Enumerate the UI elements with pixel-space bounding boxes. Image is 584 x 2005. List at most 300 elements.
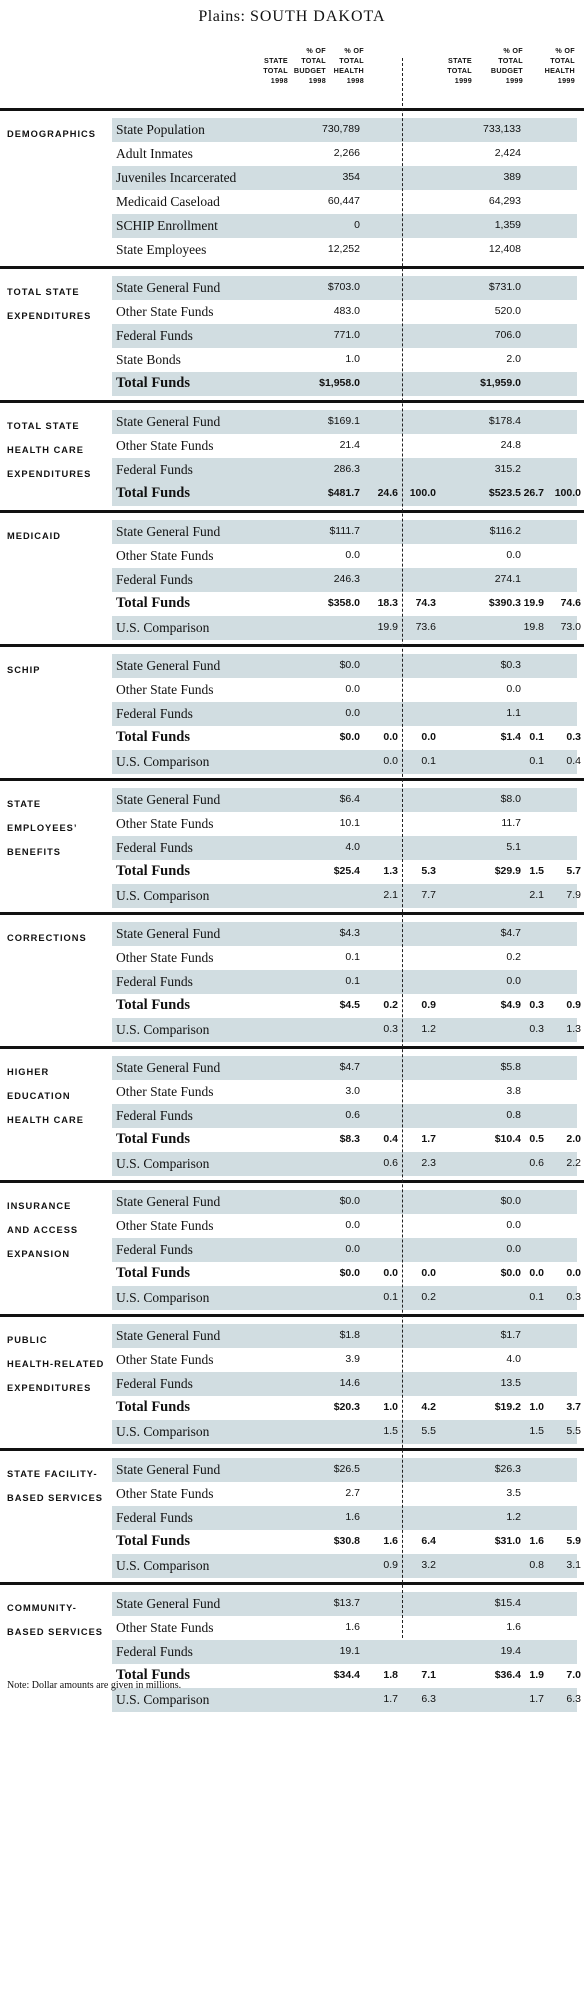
cell-value: 1.3 [383, 865, 398, 877]
header-pct-budget-1999 [491, 46, 523, 86]
cell-value: 0.6 [383, 1157, 398, 1169]
cell-value: $523.5 [488, 487, 521, 499]
cell-value: 1.7 [529, 1693, 544, 1705]
section-title-line: MEDICAID [7, 531, 61, 541]
cell-value: 0.1 [383, 1291, 398, 1303]
header-line: 1998 [308, 76, 326, 85]
cell-value: 0.9 [566, 999, 581, 1011]
row-label: Other State Funds [116, 304, 214, 319]
region-label: Plains: [198, 8, 246, 25]
total-row [112, 994, 581, 1018]
cell-value: 0.1 [529, 731, 544, 743]
table-row [112, 1372, 577, 1396]
row-label: Other State Funds [116, 1486, 214, 1501]
total-row [112, 1262, 581, 1286]
cell-value: 4.0 [506, 1353, 521, 1365]
footnote: Note: Dollar amounts are given in millions. [7, 1680, 182, 1691]
cell-value: 0.3 [566, 1291, 581, 1303]
row-label: Other State Funds [116, 1218, 214, 1233]
header-line: TOTAL [263, 66, 288, 75]
section-title-line: CORRECTIONS [7, 933, 87, 943]
cell-value: $26.3 [494, 1463, 521, 1475]
row-label: Other State Funds [116, 816, 214, 831]
cell-value: 483.0 [333, 305, 360, 317]
cell-value: $731.0 [488, 281, 521, 293]
cell-value: 18.3 [377, 597, 398, 609]
row-label: U.S. Comparison [116, 1022, 210, 1037]
section-title-line: EXPENDITURES [7, 311, 92, 321]
cell-value: 2.7 [345, 1487, 360, 1499]
cell-value: 2,266 [333, 147, 360, 159]
cell-value: 24.8 [500, 439, 521, 451]
cell-value: 0.0 [345, 1219, 360, 1231]
table-row [112, 788, 577, 812]
cell-value: 2,424 [494, 147, 521, 159]
row-label: Adult Inmates [116, 146, 193, 161]
cell-value: 2.1 [383, 889, 398, 901]
section-title [7, 792, 111, 864]
cell-value: 0.9 [421, 999, 436, 1011]
section-title-line: HEALTH-RELATED [7, 1359, 105, 1369]
cell-value: 0.0 [383, 731, 398, 743]
cell-value: 3.0 [345, 1085, 360, 1097]
cell-value: 6.3 [566, 1693, 581, 1705]
cell-value: 2.1 [529, 889, 544, 901]
cell-value: 5.3 [421, 865, 436, 877]
cell-value: 0.0 [383, 1267, 398, 1279]
cell-value: $5.8 [500, 1061, 521, 1073]
row-label: Other State Funds [116, 1620, 214, 1635]
table-row [112, 678, 577, 702]
row-label: Other State Funds [116, 950, 214, 965]
table-row [112, 922, 577, 946]
cell-value: 1.8 [383, 1669, 398, 1681]
cell-value: $116.2 [489, 525, 521, 537]
header-pct-health-1999 [545, 46, 575, 86]
section-title [7, 1596, 111, 1644]
section-title-line: BASED SERVICES [7, 1627, 103, 1637]
cell-value: 0.8 [506, 1109, 521, 1121]
header-line: 1999 [505, 76, 523, 85]
cell-value: $0.0 [339, 1195, 360, 1207]
cell-value: 246.3 [333, 573, 360, 585]
row-label: U.S. Comparison [116, 1558, 210, 1573]
cell-value: 19.9 [377, 621, 398, 633]
total-row [112, 860, 581, 884]
cell-value: $4.9 [500, 999, 521, 1011]
row-label: Federal Funds [116, 572, 193, 587]
total-row [112, 592, 581, 616]
header-line: TOTAL [498, 56, 523, 65]
section-total-state-health-care-expenditures [0, 400, 584, 510]
cell-value: $20.3 [333, 1401, 360, 1413]
cell-value: $0.0 [339, 1267, 360, 1279]
row-label: SCHIP Enrollment [116, 218, 218, 233]
cell-value: $111.7 [329, 525, 360, 537]
cell-value: $4.5 [339, 999, 360, 1011]
cell-value: 0.0 [383, 755, 398, 767]
cell-value: 1.0 [383, 1401, 398, 1413]
row-label: State Population [116, 122, 205, 137]
cell-value: 286.3 [333, 463, 360, 475]
table-row [112, 946, 577, 970]
section-title [7, 1462, 111, 1510]
table-row [112, 1238, 577, 1262]
cell-value: 2.0 [506, 353, 521, 365]
header-line: HEALTH [333, 66, 364, 75]
header-line: BUDGET [293, 66, 326, 75]
row-label: State General Fund [116, 792, 221, 807]
cell-value: 1.6 [529, 1535, 544, 1547]
cell-value: $1,959.0 [480, 377, 521, 389]
section-schip [0, 644, 584, 778]
header-line: TOTAL [339, 56, 364, 65]
cell-value: 0.6 [345, 1109, 360, 1121]
table-row [112, 568, 577, 592]
table-row [112, 1104, 577, 1128]
header-line: 1999 [454, 76, 472, 85]
row-label: Total Funds [116, 997, 191, 1013]
cell-value: $1.4 [500, 731, 521, 743]
section-title-line: STATE [7, 799, 42, 809]
row-label: State General Fund [116, 1194, 221, 1209]
cell-value: 100.0 [409, 487, 436, 499]
cell-value: 21.4 [339, 439, 360, 451]
table-row [112, 1592, 577, 1616]
row-label: Total Funds [116, 1533, 191, 1549]
total-row [112, 372, 577, 396]
section-title [7, 280, 111, 328]
row-label: State General Fund [116, 414, 221, 429]
section-higher-education-health-care [0, 1046, 584, 1180]
cell-value: $6.4 [339, 793, 360, 805]
cell-value: 7.1 [421, 1669, 436, 1681]
cell-value: 354 [342, 171, 360, 183]
cell-value: $25.4 [333, 865, 360, 877]
row-label: Total Funds [116, 863, 191, 879]
cell-value: 1.6 [345, 1511, 360, 1523]
row-label: Total Funds [116, 1399, 191, 1415]
row-label: Other State Funds [116, 1084, 214, 1099]
table-row [112, 300, 577, 324]
cell-value: 60,447 [327, 195, 360, 207]
row-label: Total Funds [116, 595, 191, 611]
table-row [112, 190, 577, 214]
cell-value: $0.0 [500, 1267, 521, 1279]
cell-value: 733,133 [483, 123, 521, 135]
row-label: Other State Funds [116, 1352, 214, 1367]
table-row [112, 520, 577, 544]
cell-value: 11.7 [501, 817, 521, 829]
header-state-total-1999 [447, 56, 472, 86]
section-title-line: EMPLOYEES’ [7, 823, 78, 833]
table-row [112, 1506, 577, 1530]
row-label: State General Fund [116, 1328, 221, 1343]
header-line: BUDGET [490, 66, 523, 75]
section-title-line: EXPENDITURES [7, 469, 92, 479]
cell-value: 1.6 [345, 1621, 360, 1633]
cell-value: 14.6 [339, 1377, 360, 1389]
cell-value: 0.0 [345, 707, 360, 719]
header-line: TOTAL [550, 56, 575, 65]
cell-value: $29.9 [494, 865, 521, 877]
data-table [0, 108, 584, 1716]
cell-value: 1.3 [566, 1023, 581, 1035]
cell-value: $30.8 [333, 1535, 360, 1547]
cell-value: 0.0 [345, 1243, 360, 1255]
section-title-line: AND ACCESS [7, 1225, 79, 1235]
cell-value: 3.1 [566, 1559, 581, 1571]
cell-value: 1.6 [506, 1621, 521, 1633]
cell-value: 0.0 [506, 1243, 521, 1255]
cell-value: $13.7 [333, 1597, 360, 1609]
cell-value: 0.1 [345, 975, 360, 987]
cell-value: 0.9 [383, 1559, 398, 1571]
year-divider [402, 58, 403, 1638]
section-title-line: EXPANSION [7, 1249, 71, 1259]
table-row [112, 434, 577, 458]
cell-value: $703.0 [327, 281, 360, 293]
cell-value: 0.2 [506, 951, 521, 963]
cell-value: 1.0 [345, 353, 360, 365]
table-row [112, 142, 577, 166]
header-pct-health-1998 [334, 46, 364, 86]
section-title-line: DEMOGRAPHICS [7, 129, 96, 139]
cell-value: 0.0 [506, 549, 521, 561]
row-label: Juveniles Incarcerated [116, 170, 237, 185]
table-row [112, 1190, 577, 1214]
cell-value: $169.1 [327, 415, 360, 427]
header-line: % OF [503, 46, 523, 55]
header-line: 1998 [270, 76, 288, 85]
table-row [112, 1348, 577, 1372]
cell-value: 0.2 [383, 999, 398, 1011]
table-row [112, 1018, 581, 1042]
cell-value: 19.8 [523, 621, 544, 633]
row-label: Total Funds [116, 729, 191, 745]
cell-value: $34.4 [333, 1669, 360, 1681]
cell-value: 0.0 [345, 683, 360, 695]
table-row [112, 1688, 581, 1712]
cell-value: $10.4 [494, 1133, 521, 1145]
cell-value: $15.4 [494, 1597, 521, 1609]
total-row [112, 1664, 581, 1688]
cell-value: 0.3 [529, 999, 544, 1011]
cell-value: 74.3 [415, 597, 436, 609]
table-row [112, 836, 577, 860]
cell-value: 0.1 [529, 755, 544, 767]
row-label: Total Funds [116, 1131, 191, 1147]
cell-value: 7.9 [566, 889, 581, 901]
row-label: State General Fund [116, 658, 221, 673]
cell-value: 64,293 [488, 195, 521, 207]
row-label: Federal Funds [116, 1510, 193, 1525]
section-title [7, 926, 111, 950]
cell-value: 4.2 [421, 1401, 436, 1413]
row-label: U.S. Comparison [116, 1424, 210, 1439]
cell-value: 706.0 [494, 329, 521, 341]
cell-value: 0.0 [506, 683, 521, 695]
header-line: HEALTH [544, 66, 575, 75]
cell-value: 3.9 [345, 1353, 360, 1365]
section-title-line: COMMUNITY- [7, 1603, 77, 1613]
section-title [7, 1328, 111, 1400]
row-label: U.S. Comparison [116, 620, 210, 635]
cell-value: 0.8 [529, 1559, 544, 1571]
cell-value: 2.0 [566, 1133, 581, 1145]
row-label: State Employees [116, 242, 207, 257]
cell-value: 10.1 [339, 817, 360, 829]
table-row [112, 1214, 577, 1238]
total-row [112, 1530, 581, 1554]
table-row [112, 324, 577, 348]
row-label: U.S. Comparison [116, 1290, 210, 1305]
row-label: Total Funds [116, 375, 191, 391]
cell-value: 0.1 [421, 755, 436, 767]
row-label: State Bonds [116, 352, 181, 367]
section-state-facility-based-services [0, 1448, 584, 1582]
cell-value: $0.0 [339, 659, 360, 671]
cell-value: 0.0 [421, 731, 436, 743]
row-label: Federal Funds [116, 462, 193, 477]
table-row [112, 884, 581, 908]
row-label: Other State Funds [116, 682, 214, 697]
cell-value: 5.5 [566, 1425, 581, 1437]
cell-value: 73.6 [415, 621, 436, 633]
table-row [112, 118, 577, 142]
cell-value: 0.3 [529, 1023, 544, 1035]
table-row [112, 458, 577, 482]
cell-value: $0.0 [500, 1195, 521, 1207]
cell-value: 0.0 [529, 1267, 544, 1279]
table-row [112, 1056, 577, 1080]
cell-value: 1,359 [494, 219, 521, 231]
header-line: 1999 [557, 76, 575, 85]
section-title-line: SCHIP [7, 665, 41, 675]
cell-value: 771.0 [333, 329, 360, 341]
section-title-line: HEALTH CARE [7, 445, 84, 455]
cell-value: 3.7 [566, 1401, 581, 1413]
cell-value: 74.6 [560, 597, 581, 609]
cell-value: 1.7 [421, 1133, 436, 1145]
table-row [112, 1324, 577, 1348]
cell-value: 13.5 [500, 1377, 521, 1389]
cell-value: 1.2 [421, 1023, 436, 1035]
row-label: State General Fund [116, 280, 221, 295]
row-label: Federal Funds [116, 706, 193, 721]
cell-value: 0.6 [529, 1157, 544, 1169]
row-label: Total Funds [116, 1265, 191, 1281]
table-row [112, 166, 577, 190]
section-title [7, 658, 111, 682]
cell-value: 2.2 [566, 1157, 581, 1169]
total-row [112, 1396, 581, 1420]
table-row [112, 702, 577, 726]
section-title-line: EXPENDITURES [7, 1383, 92, 1393]
row-label: State General Fund [116, 524, 221, 539]
header-line: STATE [448, 56, 472, 65]
table-row [112, 238, 577, 262]
section-public-health-related-expenditures [0, 1314, 584, 1448]
cell-value: 5.5 [421, 1425, 436, 1437]
table-row [112, 544, 577, 568]
table-row [112, 654, 577, 678]
section-title-line: EDUCATION [7, 1091, 71, 1101]
row-label: U.S. Comparison [116, 1156, 210, 1171]
cell-value: 19.1 [339, 1645, 360, 1657]
row-label: Federal Funds [116, 328, 193, 343]
cell-value: 5.9 [566, 1535, 581, 1547]
table-row [112, 812, 577, 836]
row-label: Total Funds [116, 1667, 191, 1683]
header-line: STATE [264, 56, 288, 65]
header-pct-budget-1998 [294, 46, 326, 86]
section-title-line: TOTAL STATE [7, 421, 80, 431]
cell-value: 26.7 [523, 487, 544, 499]
header-line: % OF [344, 46, 364, 55]
cell-value: 6.3 [421, 1693, 436, 1705]
cell-value: 3.2 [421, 1559, 436, 1571]
cell-value: $0.3 [500, 659, 521, 671]
table-row [112, 1152, 581, 1176]
cell-value: 274.1 [494, 573, 521, 585]
page-title [0, 8, 584, 26]
cell-value: 12,408 [488, 243, 521, 255]
cell-value: 730,789 [322, 123, 360, 135]
cell-value: 1.6 [383, 1535, 398, 1547]
row-label: Medicaid Caseload [116, 194, 220, 209]
cell-value: $1.7 [500, 1329, 521, 1341]
section-title-line: BENEFITS [7, 847, 61, 857]
cell-value: 1.5 [529, 1425, 544, 1437]
cell-value: 100.0 [554, 487, 581, 499]
cell-value: 0.1 [345, 951, 360, 963]
table-row [112, 1640, 577, 1664]
cell-value: $19.2 [494, 1401, 521, 1413]
cell-value: 3.5 [506, 1487, 521, 1499]
cell-value: 73.0 [560, 621, 581, 633]
row-label: Federal Funds [116, 974, 193, 989]
section-total-state-expenditures [0, 266, 584, 400]
cell-value: $4.3 [339, 927, 360, 939]
cell-value: 6.4 [421, 1535, 436, 1547]
header-line: TOTAL [447, 66, 472, 75]
table-row [112, 214, 577, 238]
cell-value: 389 [503, 171, 521, 183]
table-row [112, 1080, 577, 1104]
cell-value: 5.1 [506, 841, 521, 853]
section-title-line: TOTAL STATE [7, 287, 80, 297]
cell-value: $390.3 [488, 597, 521, 609]
cell-value: 1.5 [383, 1425, 398, 1437]
cell-value: 520.0 [494, 305, 521, 317]
cell-value: 12,252 [327, 243, 360, 255]
total-row [112, 482, 581, 506]
cell-value: 315.2 [494, 463, 521, 475]
cell-value: 0.4 [566, 755, 581, 767]
header-line: % OF [306, 46, 326, 55]
row-label: Other State Funds [116, 438, 214, 453]
row-label: Federal Funds [116, 1644, 193, 1659]
cell-value: 0.4 [383, 1133, 398, 1145]
cell-value: 0.2 [421, 1291, 436, 1303]
row-label: Other State Funds [116, 548, 214, 563]
cell-value: 1.0 [529, 1401, 544, 1413]
table-row [112, 970, 577, 994]
header-state-total-1998 [263, 56, 288, 86]
table-row [112, 348, 577, 372]
section-title [7, 122, 111, 146]
